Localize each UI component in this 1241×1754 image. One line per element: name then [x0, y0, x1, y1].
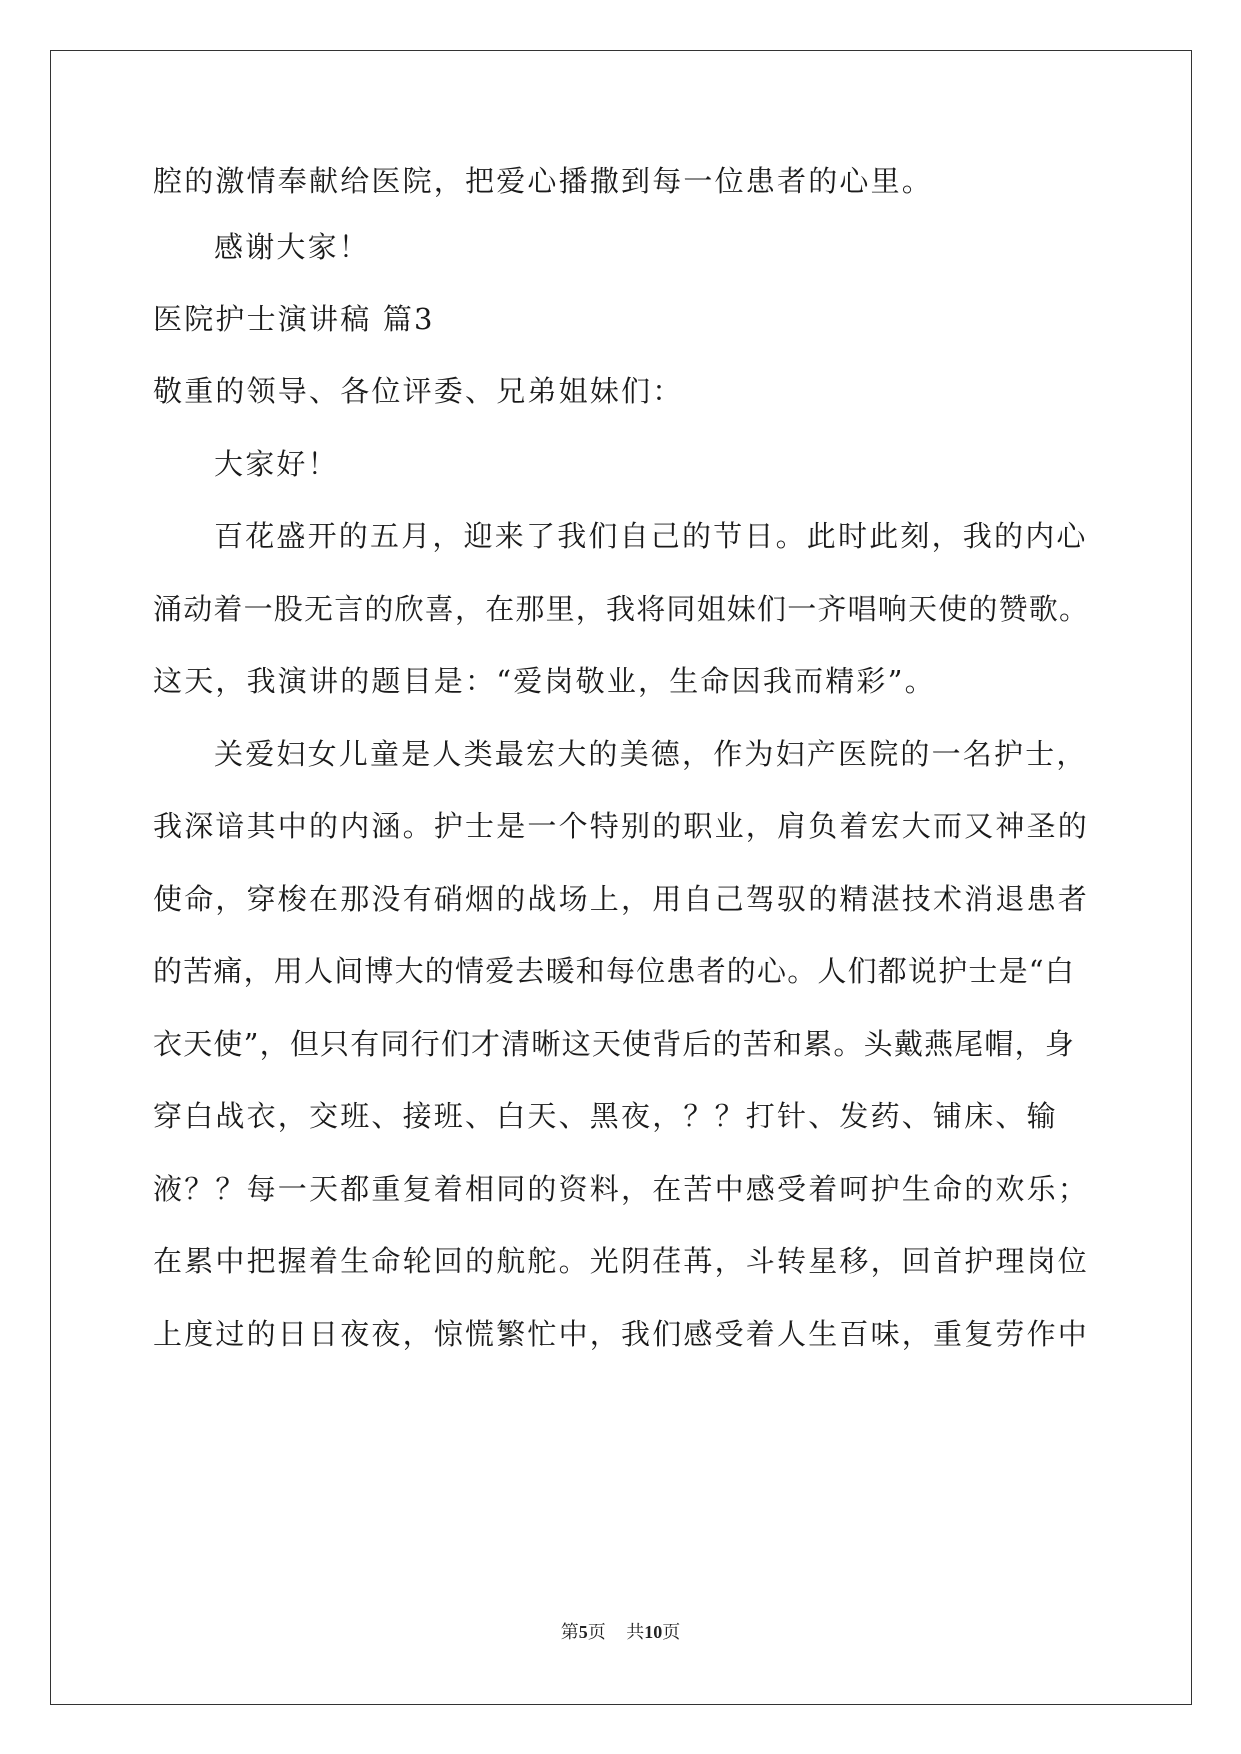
page-prefix: 第 [560, 1622, 579, 1642]
text-line: 在累中把握着生命轮回的航舵。光阴荏苒，斗转星移，回首护理岗位 [153, 1244, 1090, 1278]
page-number: 5 [578, 1622, 588, 1642]
text-line: 关爱妇女儿童是人类最宏大的美德，作为妇产医院的一名护士， [214, 737, 1088, 771]
text-line: 百花盛开的五月，迎来了我们自己的节日。此时此刻，我的内心 [214, 519, 1088, 553]
salutation: 敬重的领导、各位评委、兄弟姐妹们： [153, 374, 684, 408]
text-line: 穿白战衣，交班、接班、白天、黑夜，？？打针、发药、铺床、输 [153, 1099, 1058, 1133]
text-line: 的苦痛，用人间博大的情爱去暖和每位患者的心。人们都说护士是“白 [153, 954, 1076, 988]
text-line: 衣天使”，但只有同行们才清晰这天使背后的苦和累。头戴燕尾帽，身 [153, 1027, 1076, 1061]
total-prefix: 共 [626, 1622, 645, 1642]
text-line: 使命，穿梭在那没有硝烟的战场上，用自己驾驭的精湛技术消退患者 [153, 882, 1090, 916]
text-line: 上度过的日日夜夜，惊慌繁忙中，我们感受着人生百味，重复劳作中 [153, 1317, 1090, 1351]
total-pages: 10 [644, 1622, 663, 1642]
page-border [50, 50, 1192, 1705]
text-line: 感谢大家！ [214, 230, 371, 264]
total-suffix: 页 [662, 1622, 681, 1642]
page-footer [0, 1620, 1241, 1644]
text-line: 我深谙其中的内涵。护士是一个特别的职业，肩负着宏大而又神圣的 [153, 809, 1090, 843]
text-line: 腔的激情奉献给医院，把爱心播撒到每一位患者的心里。 [153, 164, 934, 198]
text-line: 这天，我演讲的题目是：“爱岗敬业，生命因我而精彩”。 [153, 664, 936, 698]
text-line: 涌动着一股无言的欣喜，在那里，我将同姐妹们一齐唱响天使的赞歌。 [153, 592, 1090, 626]
page-indicator [561, 1622, 606, 1642]
total-indicator [626, 1622, 680, 1642]
page-suffix: 页 [587, 1622, 606, 1642]
greeting: 大家好！ [214, 447, 339, 481]
text-line: 液？？每一天都重复着相同的资料，在苦中感受着呵护生命的欢乐； [153, 1172, 1090, 1206]
section-heading: 医院护士演讲稿 篇3 [153, 302, 435, 336]
